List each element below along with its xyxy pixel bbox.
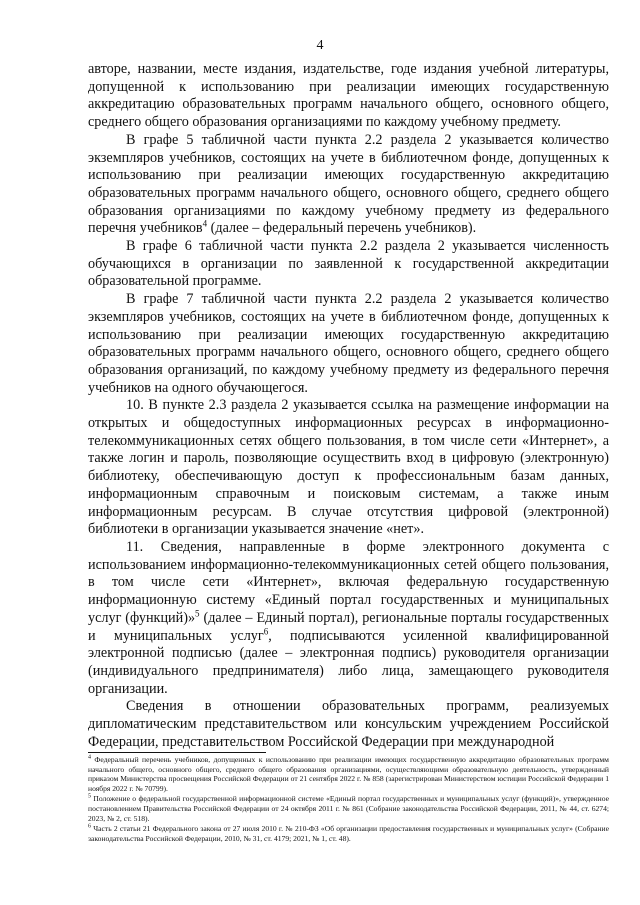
- footnote-ref-5: 5: [195, 608, 200, 619]
- paragraph-continuation: автоpе, названии, месте издания, издательстве, годе издания учебной литературы, допущенной к использованию при реализации имеющих государственную аккредитацию образовательных программ начального общего, основного общего, среднего общего образования организациями по каждому учебному предмету.: [88, 61, 609, 131]
- paragraph-diplomatic: Сведения в отношении образовательных программ, реализуемых дипломатическим представительством или консульским учреждением Российской Федерации, представительством Российской Федерации при международной: [88, 698, 609, 750]
- paragraph-item-10: 10. В пункте 2.3 раздела 2 указывается ссылка на размещение информации на открытых и общедоступных информационных ресурсах в информационно-телекоммуникационных сетях общего пользования, в том числе сети «Интернет», а также логин и пароль, позволяющие осуществить вход в цифровую (электронную) библиотеку, обеспечивающую доступ к профессиональным базам данных, информационным справочным и поисковым системам, а также иным информационным ресурсам. В случае отсутствия цифровой (электронной) библиотеки в организации указывается значение «нет».: [88, 397, 609, 538]
- footnote-6: $^6$ Часть 2 статьи 21 Федерального закона от 27 июля 2010 г. № 210-ФЗ «Об организации предоставления государственных и муниципальных услуг» (Собрание законодательства Российской Федерации, 2010, № 31, ст. 4179; 2021, № 1, ст. 48).: [88, 823, 609, 843]
- footnote-ref-4: 4: [202, 218, 208, 229]
- document-body: [88, 61, 609, 751]
- footnote-4: $^4$ Федеральный перечень учебников, допущенных к использованию при реализации имеющих государственную аккредитацию образовательных программ начального общего, основного общего, среднего общего образования организациями, осуществляющими образовательную деятельность, утвержденный приказом Министерства просвещения Российской Федерации от 21 сентября 2022 г. № 858 (зарегистрирован Министерством юстиции Российской Федерации 1 ноября 2022 г. № 70799).: [88, 754, 609, 793]
- paragraph-column-7: В графе 7 табличной части пункта 2.2 раздела 2 указывается количество экземпляров учебников, состоящих на учете в библиотечном фонде, допущенных к использованию при реализации имеющих государственную аккредитацию образовательных программ начального общего, основного общего, среднего общего образования организаций, по каждому учебному предмету из федерального перечня учебников на одного обучающегося.: [88, 291, 609, 396]
- paragraph-column-6: В графе 6 табличной части пункта 2.2 раздела 2 указывается численность обучающихся в организации по заявленной к государственной аккредитации образовательной программе.: [88, 238, 609, 290]
- footnote-separator: [88, 752, 266, 753]
- paragraph-column-5: В графе 5 табличной части пункта 2.2 раздела 2 указывается количество экземпляров учебников, состоящих на учете в библиотечном фонде, допущенных к использованию при реализации имеющих государственную аккредитацию образовательных программ начального общего, основного общего, среднего общего образования организациями по каждому учебному предмету из федерального перечня учебников$^4$ (далее – федеральный перечень учебников).: [88, 131, 609, 237]
- footnote-5: $^5$ Положение о федеральной государственной информационной системе «Единый портал государственных и муниципальных услуг (функций)», утвержденное постановлением Правительства Российской Федерации от 24 октября 2011 г. № 861 (Собрание законодательства Российской Федерации, 2011, № 44, ст. 6274; 2023, № 2, ст. 518).: [88, 793, 609, 823]
- footnote-ref-6: 6: [263, 625, 269, 636]
- footnotes: [88, 755, 609, 844]
- paragraph-item-11: 11. Сведения, направленные в форме электронного документа с использованием информационно-телекоммуникационных сетей общего пользования, в том числе сети «Интернет», включая федеральную государственную информационную систему «Единый портал государственных и муниципальных услуг (функций)»$^5$ (далее – Единый портал), региональные порталы государственных и муниципальных услуг$^6$, подписываются усиленной квалифицированной электронной подписью (далее – электронная подпись) руководителя организации (индивидуального предпринимателя) либо лица, замещающего руководителя организации.: [88, 538, 609, 697]
- page-number: 4: [316, 38, 324, 53]
